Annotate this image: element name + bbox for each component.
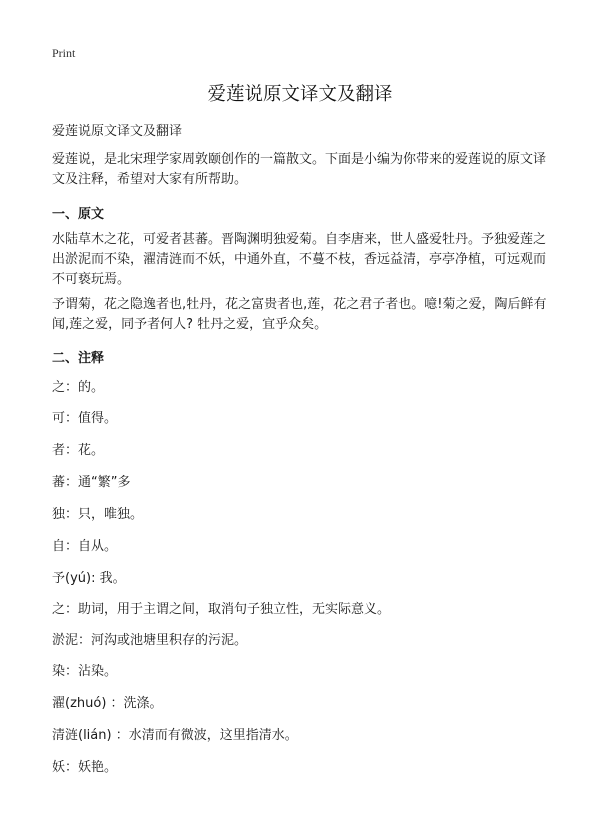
note-item: 淤泥：河沟或池塘里积存的污泥。 <box>52 633 248 648</box>
note-item: 可：值得。 <box>52 411 118 426</box>
original-text-paragraph-2: 予谓菊，花之隐逸者也,牡丹，花之富贵者也,莲，花之君子者也。噫!菊之爱，陶后鲜有闻,莲之爱，同予者何人? 牡丹之爱，宜乎众矣。 <box>52 297 547 332</box>
note-item: 清涟(lián) ：水清而有微波，这里指清水。 <box>52 728 298 743</box>
note-item: 之：的。 <box>52 380 105 395</box>
section-heading-original: 一、原文 <box>52 207 105 222</box>
note-item: 予(yú): 我。 <box>52 571 126 586</box>
note-item: 蕃：通“繁”多 <box>52 475 131 490</box>
note-item: 染：沾染。 <box>52 664 118 679</box>
intro-paragraph: 爱莲说，是北宋理学家周敦颐创作的一篇散文。下面是小编为你带来的爱莲说的原文译文及注释，希望对大家有所帮助。 <box>52 152 547 187</box>
note-item: 独：只，唯独。 <box>52 507 144 522</box>
print-link[interactable]: Print <box>52 46 76 60</box>
note-item: 濯(zhuó) ：洗涤。 <box>52 696 163 711</box>
document-title: 爱莲说原文译文及翻译 <box>207 84 393 105</box>
note-item: 妖：妖艳。 <box>52 760 118 775</box>
document-subtitle: 爱莲说原文译文及翻译 <box>52 124 183 139</box>
note-item: 之：助词，用于主谓之间，取消句子独立性，无实际意义。 <box>52 602 391 617</box>
section-heading-notes: 二、注释 <box>52 351 105 366</box>
note-item: 者：花。 <box>52 443 105 458</box>
original-text-paragraph-1: 水陆草木之花，可爱者甚蕃。晋陶渊明独爱菊。自李唐来，世人盛爱牡丹。予独爱莲之出淤泥而不染，濯清涟而不妖，中通外直，不蔓不枝，香远益清，亭亭净植，可远观而不可亵玩焉。 <box>52 232 547 287</box>
note-item: 自：自从。 <box>52 539 118 554</box>
